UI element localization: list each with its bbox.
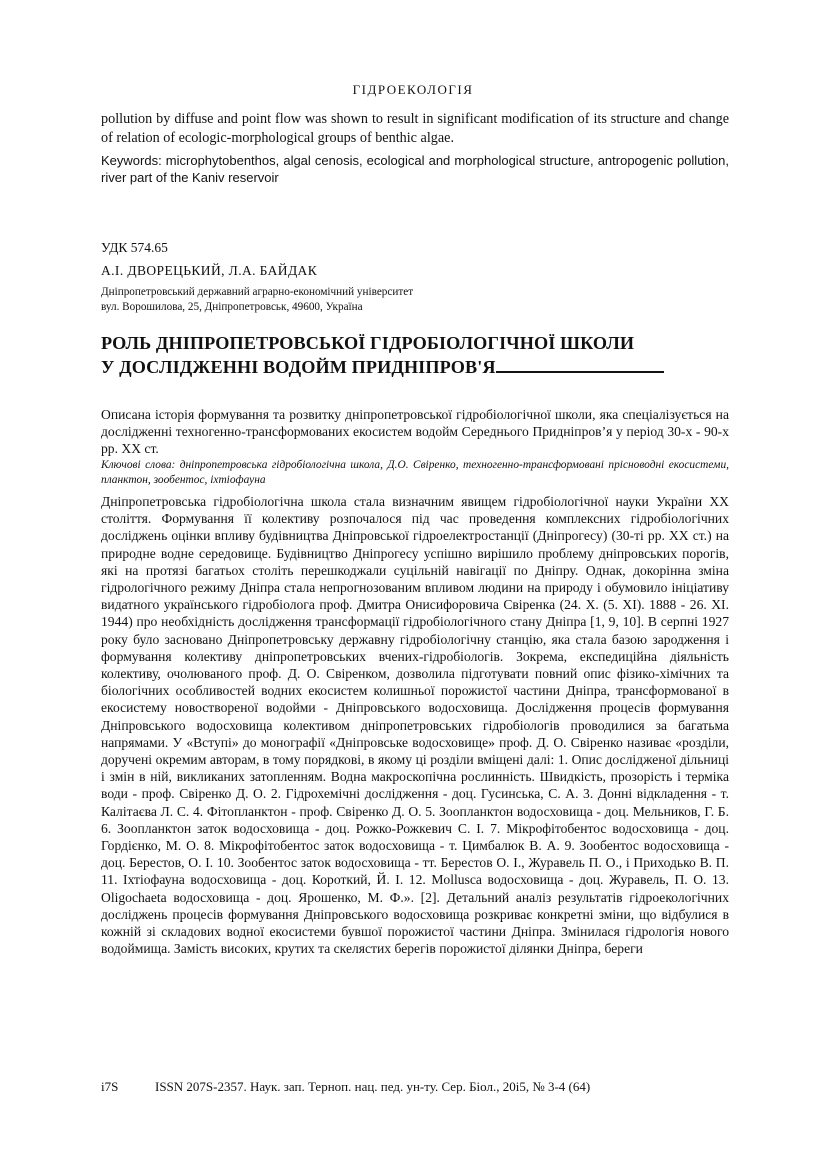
- title-rule: [496, 355, 664, 373]
- affiliation-institution: Дніпропетровський державний аграрно-економічний університет: [101, 286, 414, 298]
- running-head: ГІДРОЕКОЛОГІЯ: [352, 82, 474, 97]
- affiliation-address: вул. Ворошилова, 25, Дніпропетровськ, 49600, Україна: [101, 301, 363, 313]
- title-line-2: [101, 355, 729, 379]
- ukrainian-abstract: Описана історія формування та розвитку дніпропетровської гідробіологічної школи, яка спеціалізується на дослідженні техногенно-трансформованих екосистем водойм Середнього Придніпров’я у період 30-х - 90-х рр. ХХ ст.: [101, 407, 729, 456]
- footer-page-number: i7S: [101, 1079, 119, 1094]
- author-affiliation: [101, 285, 729, 315]
- english-keywords: Keywords: microphytobenthos, algal cenosis, ecological and morphological structure, antropogenic pollution, river part of the Kaniv reservoir: [101, 153, 729, 185]
- title-line-1: РОЛЬ ДНІПРОПЕТРОВСЬКОЇ ГІДРОБІОЛОГІЧНОЇ ШКОЛИ: [101, 333, 635, 353]
- article-title: [101, 332, 729, 379]
- english-abstract-tail: pollution by diffuse and point flow was shown to result in significant modification of its structure and change of relation of ecologic-morphological groups of benthic algae.: [101, 111, 729, 146]
- ukrainian-keywords: Ключові слова: дніпропетровська гідробіологічна школа, Д.О. Свіренко, техногенно-трансформовані прісноводні екосистеми, планктон, зообентос, іхтіофауна: [101, 459, 729, 486]
- article-body-text: Дніпропетровська гідробіологічна школа стала визначним явищем гідробіологічної науки України ХХ століття. Формування її колективу розпочалося під час проведення комплексних гідробіологічних досліджень оцінки впливу будівництва Дніпровської гідроелектростанції (Дніпрогесу) (30-ті рр. ХХ ст.) на природне водне середовище. Будівництво Дніпрогесу успішно вирішило проблему дніпровських порогів, які на протязі багатьох століть перешкоджали суцільній навігації по Дніпру. Однак, докорінна зміна гідрологічного режиму Дніпра стала непрогнозованим впливом людини на природу і обумовило ініціативу видатного українського гідробіолога проф. Дмитра Онисифоровича Свіренка (24. Х. (5. ХІ). 1888 - 26. ХІ. 1944) про необхідність дослідження трансформації гідробіологічного стану Дніпра [1, 9, 10]. В серпні 1927 року було засновано Дніпропетровську державну гідробіологічну станцію, яка стала базою зародження і формування колективу дніпропетровських вчених-гідробіологів. Зокрема, експедиційна діяльність колективу, очолюваного проф. Д. О. Свіренком, дозволила підготувати повний опис фізико-хімічних та біологічних особливостей водних екосистем колишньої порожистої частини Дніпра, трансформованої в екосистему новоствореної водойми - Дніпровського водосховища. Дослідження процесів формування Дніпровського водосховища колективом дніпропетровських гідробіологів проводилися за багатьма напрямами. У «Вступі» до монографії «Дніпровське водосховище» проф. Д. О. Свіренко називає «розділи, доручені окремим авторам, в тому порядкові, в якому ці розділи вміщені далі: 1. Опис дослідженої дільниці і змін в ній, викликаних затопленням. Водна макроскопічна рослинність. Швидкість, прозорість і терміка води - проф. Свіренко Д. О. 2. Гідрохемічні дослідження - доц. Гусинська, С. А. 3. Донні відкладення - т. Калітаєва Л. С. 4. Фітопланктон - проф. Свіренко Д. О. 5. Зоопланктон водосховища - доц. Мельников, Г. Б. 6. Зоопланктон заток водосховища - доц. Рожко-Рожкевич С. І. 7. Мікрофітобентос водосховища - доц. Гордієнко, М. О. 8. Мікрофітобентос заток водосховища - т. Цимбалюк В. А. 9. Зообентос водосховища - доц. Берестов, О. І. 10. Зообентос заток водосховища - тт. Берестов О. І., Журавель П. О., і Приходько В. П. 11. Іхтіофауна водосховища - доц. Короткий, Й. І. 12. Mollusca водосховища - доц. Журавель, П. О. 13. Oligochaeta водосховища - доц. Ярошенко, М. Ф.». [2]. Детальний аналіз результатів гідроекологічних досліджень процесів формування Дніпровського водосховища розкриває конкретні зміни, що відбулися в кожній зі складових водної екосистеми бувшої порожистої частини Дніпра. Змінилася гідрологія нового водоймища. Замість високих, крутих та скелястих берегів порожистої ділянки Дніпра, береги: [101, 494, 729, 957]
- title-line-2-text: У ДОСЛІДЖЕННІ ВОДОЙМ ПРИДНІПРОВ'Я: [101, 357, 496, 377]
- footer-citation: ISSN 207S-2357. Наук. зап. Терноп. нац. пед. ун-ту. Сер. Біол., 20i5, № 3-4 (64): [155, 1079, 591, 1094]
- udc-code: УДК 574.65: [101, 240, 168, 255]
- article-authors: А.І. ДВОРЕЦЬКИЙ, Л.А. БАЙДАК: [101, 263, 318, 278]
